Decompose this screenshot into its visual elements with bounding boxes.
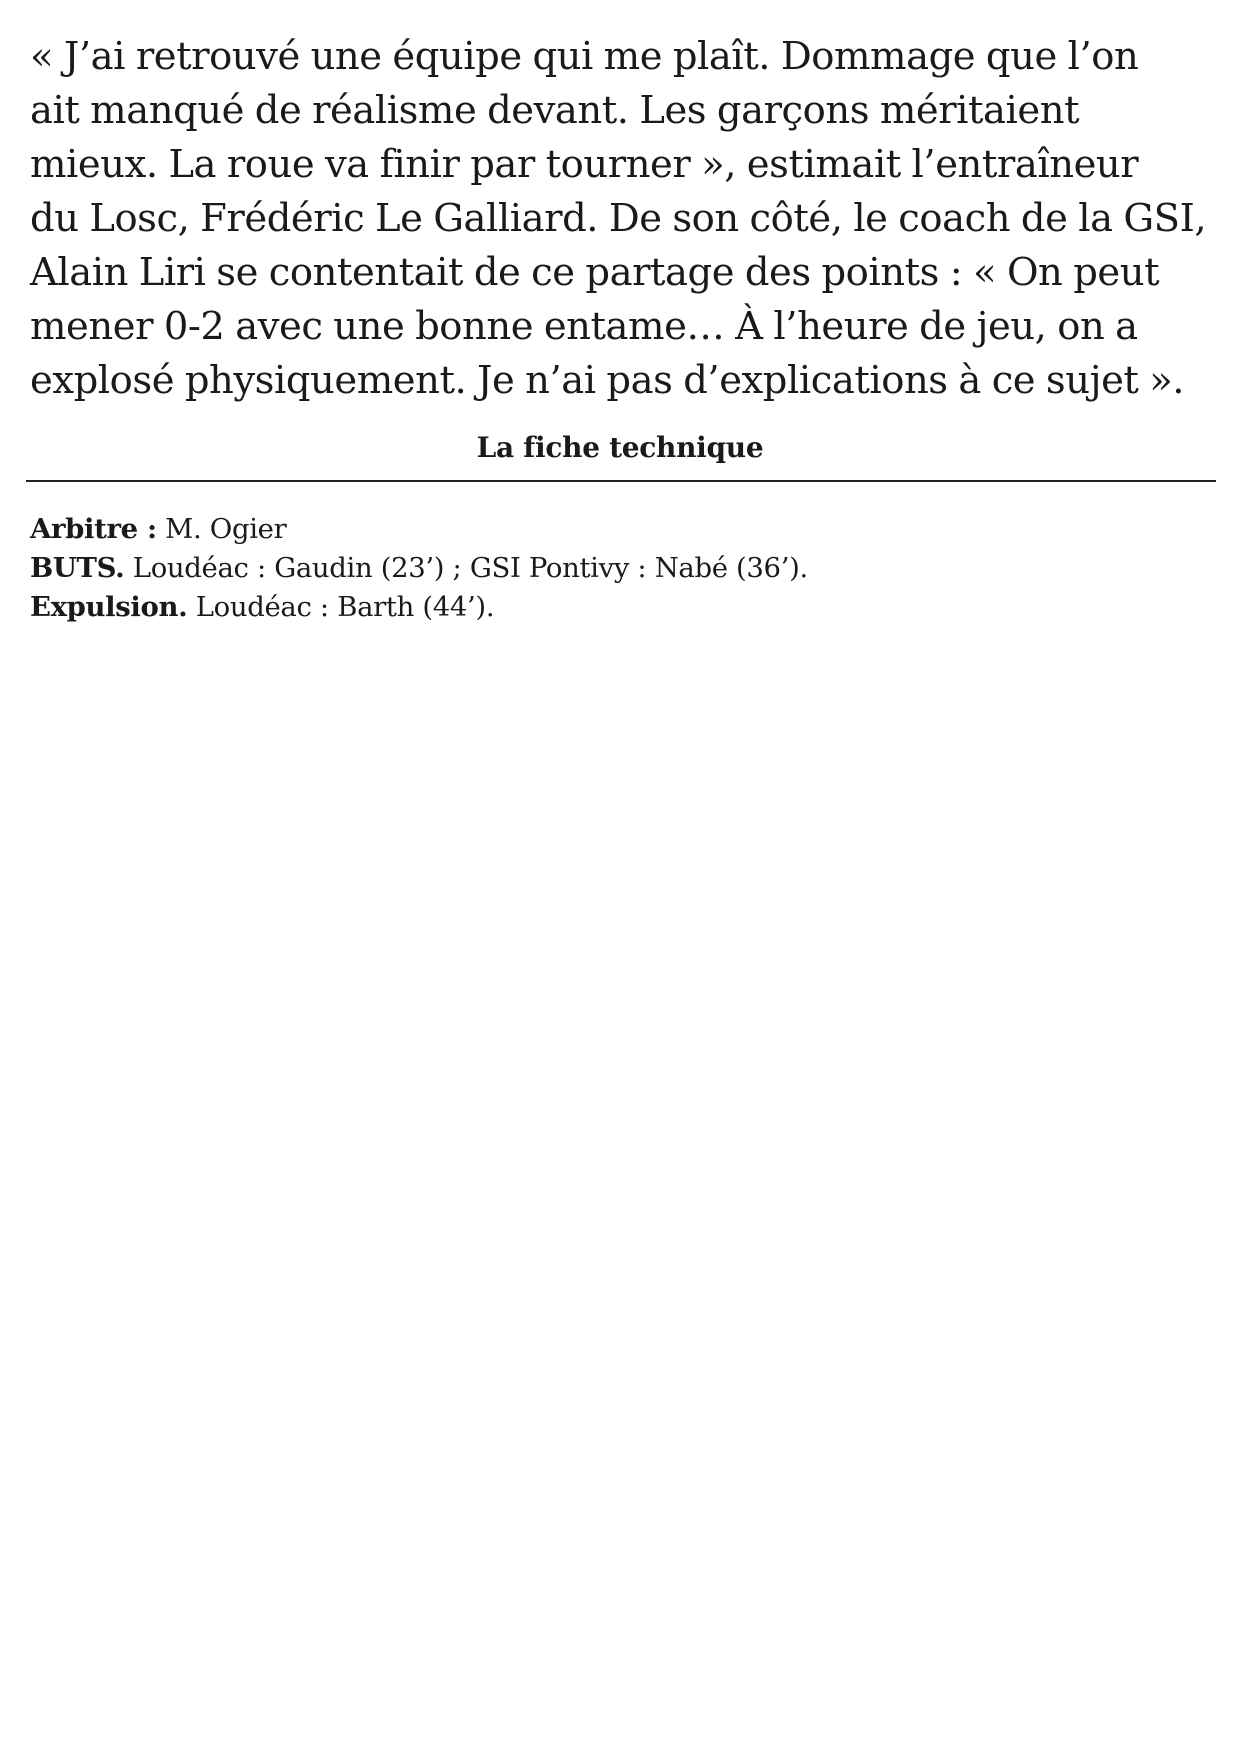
quote-line: Alain Liri se contentait de ce partage des points : « On peut — [30, 250, 1160, 295]
expulsion-row — [30, 588, 808, 627]
referee-value: M. Ogier — [156, 513, 287, 545]
goals-value: Loudéac : Gaudin (23’) ; GSI Pontivy : Nabé (36’). — [124, 552, 808, 584]
quote-line: explosé physiquement. Je n’ai pas d’explications à ce sujet ». — [30, 358, 1185, 403]
quote-line: mieux. La roue va finir par tourner », estimait l’entraîneur — [30, 142, 1139, 187]
referee-label: Arbitre : — [30, 513, 157, 545]
fiche-technique-details — [30, 510, 808, 627]
quote-line: du Losc, Frédéric Le Galliard. De son côté, le coach de la GSI, — [30, 196, 1207, 241]
referee-row — [30, 510, 808, 549]
section-divider — [26, 480, 1216, 482]
quote-paragraph — [30, 30, 1220, 408]
goals-row — [30, 549, 808, 588]
expulsion-value: Loudéac : Barth (44’). — [187, 591, 495, 623]
expulsion-label: Expulsion. — [30, 591, 188, 623]
fiche-technique-title: La fiche technique — [476, 431, 764, 464]
goals-label: BUTS. — [30, 552, 125, 584]
quote-line: « J’ai retrouvé une équipe qui me plaît. Dommage que l’on — [30, 34, 1139, 79]
quote-line: ait manqué de réalisme devant. Les garçons méritaient — [30, 88, 1080, 133]
quote-line: mener 0-2 avec une bonne entame… À l’heure de jeu, on a — [30, 304, 1138, 349]
